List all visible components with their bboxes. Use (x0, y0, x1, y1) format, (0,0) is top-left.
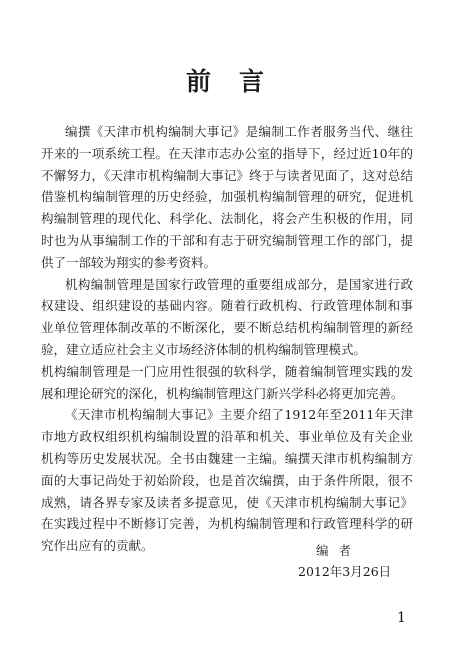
page-title: 前言 (185, 67, 292, 96)
signature-date: 2012年3月26日 (298, 564, 392, 579)
paragraph-2: 机构编制管理是国家行政管理的重要组成部分，是国家进行政权建设、组织建设的基础内容。随着行政机构、行政管理体制和事业单位管理体制改革的不断深化，要不断总结机构编制管理的新经验，建立适应社会主义市场经济体制的机构编制管理模式。 (41, 276, 413, 357)
author-signature: 编者 (316, 543, 362, 558)
page-number: 1 (397, 610, 406, 626)
paragraph-3: 机构编制管理是一门应用性很强的软科学，随着编制管理实践的发展和理论研究的深化，机构编制管理这门新兴学科必将更加完善。 (41, 363, 413, 401)
paragraph-4: 《天津市机构编制大事记》主要介绍了1912年至2011年天津市地方政权组织机构编制设置的沿革和机关、事业单位及有关企业机构等历史发展状况。全书由魏建一主编。编撰天津市机构编制方面的大事记尚处于初始阶段，也是首次编撰，由于条件所限，很不成熟，请各界专家及读者多提意见，使《天津市机构编制大事记》在实践过程中不断修订完善，为机构编制管理和行政管理科学的研究作出应有的贡献。 (41, 407, 413, 554)
paragraph-1: 编撰《天津市机构编制大事记》是编制工作者服务当代、继往开来的一项系统工程。在天津市志办公室的指导下，经过近10年的不懈努力，《天津市机构编制大事记》终于与读者见面了，这对总结借鉴机构编制管理的历史经验，加强机构编制管理的研究，促进机构编制管理的现代化、科学化、法制化，将会产生积极的作用，同时也为从事编制工作的干部和有志于研究编制管理工作的部门，提供了一部较为翔实的参考资料。 (41, 124, 413, 270)
preface-body (41, 121, 413, 557)
